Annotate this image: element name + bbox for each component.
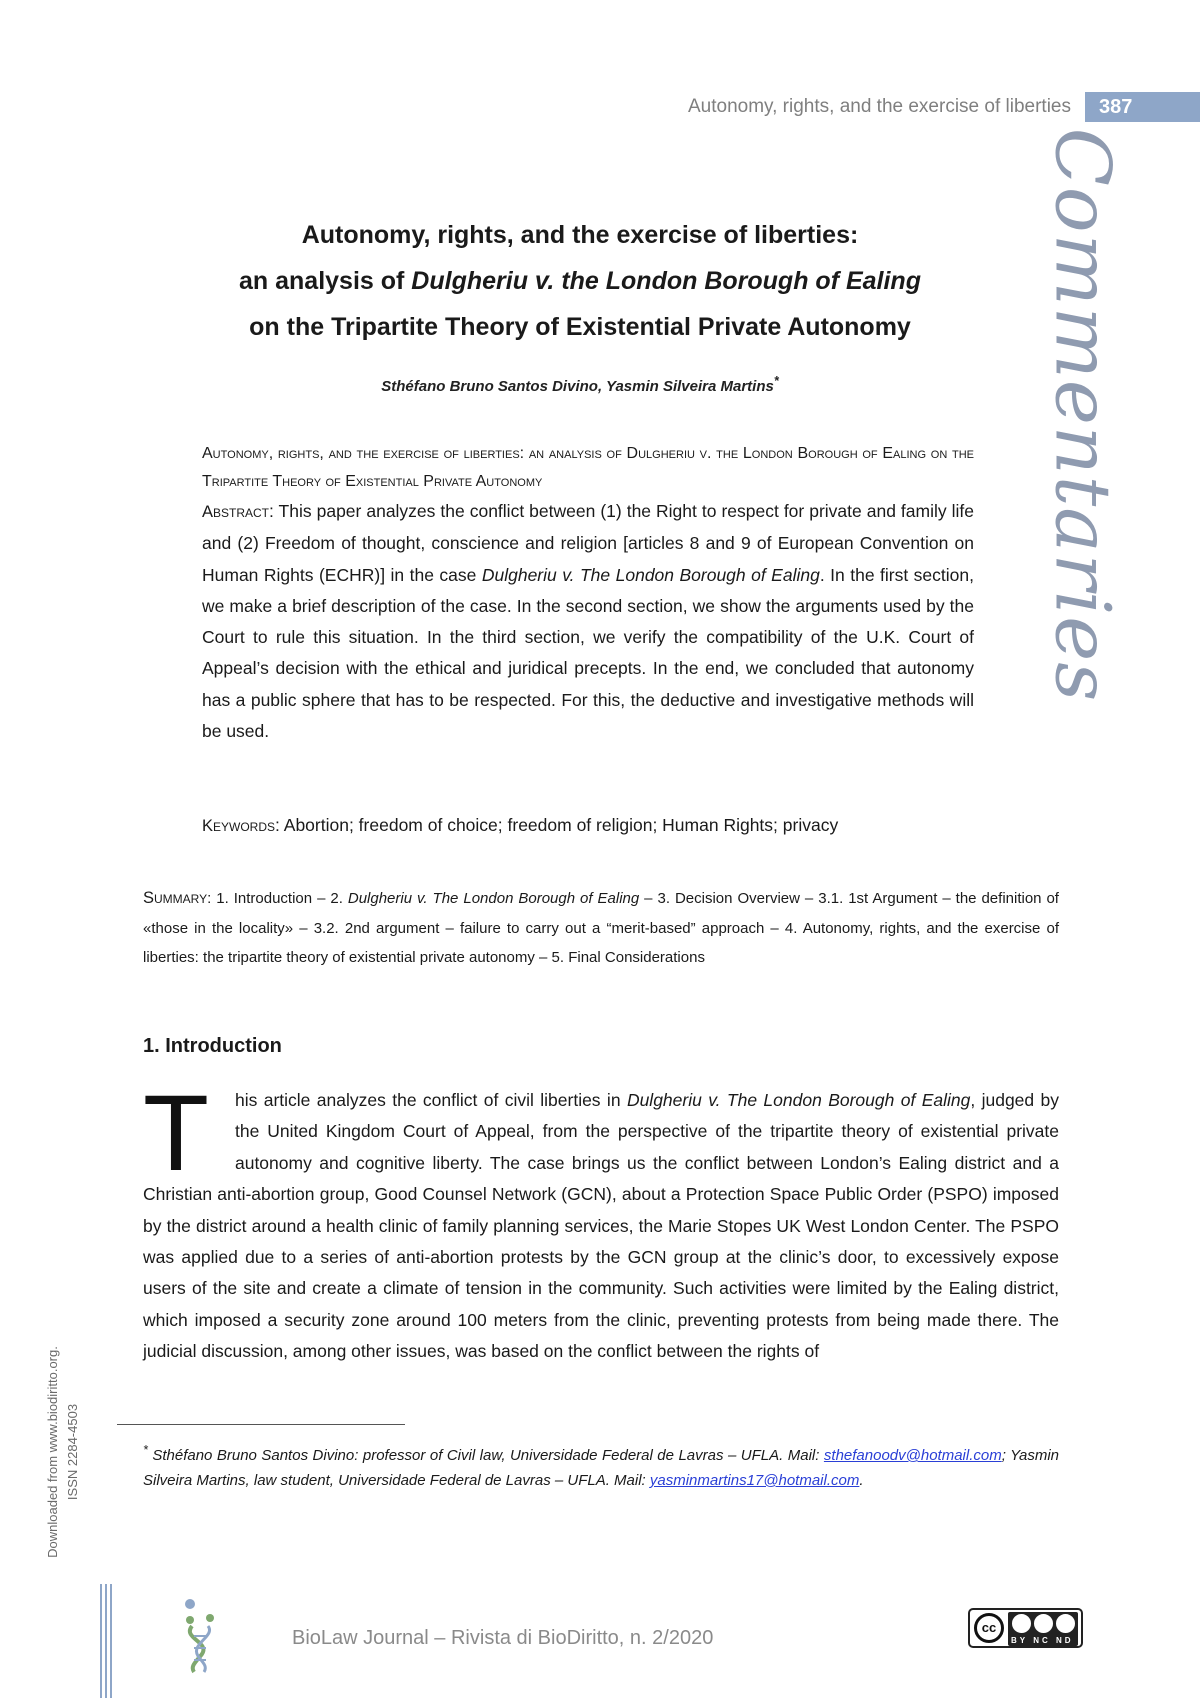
abstract-heading: Autonomy, rights, and the exercise of liberties: an analysis of Dulgheriu v. the London Borough of Ealing on the Tripartite Theory of Existential Private Autonomy (202, 445, 974, 490)
footnote-mark: * (143, 1443, 148, 1457)
abstract-label: Abstract (202, 503, 270, 521)
footer-decorative-lines (100, 1584, 114, 1698)
download-note-text (43, 1346, 83, 1558)
intro-text-1: his article analyzes the conflict of civil liberties in (234, 1090, 627, 1110)
summary-text-2: – 3. Decision Overview – 3.1. 1st Argument – the definition of «those in the locality» – 3.2. 2nd argument – failure to carry out a “merit-based” approach – 4. Autonomy, rights, and the exercise of liberties: the tripartite theory of existential private autonomy – 5. Final Considerations (143, 890, 1059, 966)
noderivatives-icon (1056, 1614, 1075, 1633)
intro-case-name: Dulgheriu v. The London Borough of Ealing (626, 1090, 971, 1110)
cc-icon: cc (974, 1613, 1004, 1643)
license-labels: BY NC ND (1011, 1636, 1074, 1645)
title-line-1: Autonomy, rights, and the exercise of liberties: (301, 221, 859, 249)
running-title: Autonomy, rights, and the exercise of liberties (687, 96, 1071, 117)
summary-text-1: : 1. Introduction – 2. (207, 890, 348, 907)
footnote-rule (117, 1424, 405, 1425)
download-note-line-1: Downloaded from www.biodiritto.org. (45, 1346, 60, 1558)
summary (143, 884, 1059, 973)
abstract-text-1: : This paper analyzes the conflict between (1) the Right to respect for private and family life and (2) Freedom of thought, conscience and religion [articles 8 and 9 of European Convention on Human Rights (ECHR)] in the case (202, 501, 974, 585)
footnote-text-1: Sthéfano Bruno Santos Divino: professor of Civil law, Universidade Federal de Lavras – UFLA. Mail: (147, 1447, 824, 1464)
abstract-case-name: Dulgheriu v. The London Borough of Ealing (481, 564, 820, 585)
title-line-3: on the Tripartite Theory of Existential Private Autonomy (249, 313, 911, 341)
footnote (143, 1438, 1059, 1493)
keywords-label: Keywords (202, 817, 276, 835)
creative-commons-license-icon[interactable] (968, 1608, 1083, 1648)
license-icons (1012, 1614, 1075, 1633)
intro-text-2: , judged by the United Kingdom Court of Appeal, from the perspective of the tripartite theory of existential private autonomy and cognitive liberty. The case brings us the conflict between London’s Ealing district and a Christian anti-abortion group, Good Counsel Network (GCN), about a Protection Space Public Order (PSPO) imposed by the district around a health clinic of family planning services, the Marie Stopes UK West London Center. The PSPO was applied due to a series of anti-abortion protests by the GCN group at the clinic’s door, to excessively expose users of the site and create a climate of tension in the community. Such activities were limited by the Ealing district, which imposed a security zone around 100 meters from the clinic, preventing protests from being made there. The judicial discussion, among other issues, was based on the conflict between the rights of (143, 1090, 1059, 1362)
email-link-1[interactable]: sthefanoodv@hotmail.com (823, 1447, 1002, 1464)
license-badge (1008, 1612, 1078, 1646)
drop-cap: T (143, 1072, 209, 1193)
section-heading-introduction: 1. Introduction (143, 1035, 282, 1057)
section-tag-text: Commentaries (1038, 127, 1128, 703)
abstract (202, 440, 974, 747)
summary-case-name: Dulgheriu v. The London Borough of Ealing (347, 890, 640, 907)
introduction-paragraph (143, 1072, 1059, 1368)
footnote-text-2: ; Yasmin Silveira Martins, law student, Universidade Federal de Lavras – UFLA. Mail: (143, 1447, 1060, 1489)
email-link-2[interactable]: yasminmartins17@hotmail.com (649, 1472, 860, 1489)
keywords-text: : Abortion; freedom of choice; freedom of religion; Human Rights; privacy (275, 815, 839, 835)
authors (150, 374, 1010, 395)
page-number: 387 (1085, 92, 1200, 122)
title-case-name: Dulgheriu v. the London Borough of Ealing (411, 267, 921, 295)
running-head (688, 92, 1200, 122)
noncommercial-icon (1034, 1614, 1053, 1633)
journal-name: BioLaw Journal – Rivista di BioDiritto, n. 2/2020 (292, 1627, 714, 1649)
issn: ISSN 2284-4503 (65, 1403, 80, 1501)
abstract-text-2: . In the first section, we make a brief description of the case. In the second section, we show the arguments used by the Court to rule this situation. In the third section, we verify the compatibility of the U.K. Court of Appeal’s decision with the ethical and juridical precepts. In the end, we concluded that autonomy has a public sphere that has to be respected. For this, the deductive and investigative methods will be used. (202, 564, 974, 742)
title-line-2 (150, 258, 1010, 304)
author-footnote-mark[interactable]: * (773, 374, 779, 388)
summary-label: Summary (143, 889, 208, 907)
abstract-body (202, 496, 974, 747)
keywords (202, 815, 982, 836)
author-names: Sthéfano Bruno Santos Divino, Yasmin Silveira Martins (381, 378, 774, 395)
attribution-icon (1012, 1614, 1031, 1633)
footnote-text-3: . (859, 1472, 864, 1489)
biodiritto-logo-icon (180, 1598, 230, 1679)
title-line-2-text: an analysis of (239, 267, 412, 295)
article-title (150, 212, 1010, 350)
